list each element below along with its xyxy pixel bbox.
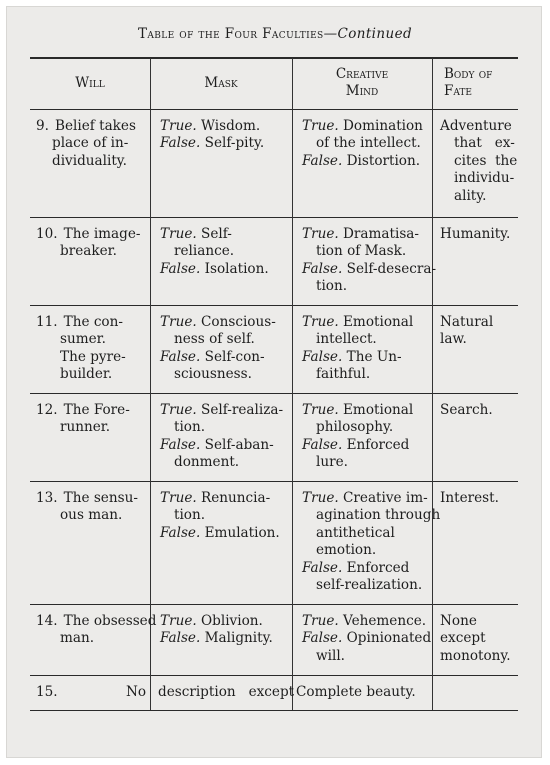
false-label: False. [160, 436, 201, 453]
will-line: ous man. [60, 507, 123, 524]
will-line: place of in- [52, 135, 129, 152]
true-label: True. [302, 118, 339, 134]
row-number: 10. [36, 226, 58, 242]
faculty-text: Self-desecra- [342, 260, 437, 277]
row-number: 11. [36, 314, 58, 330]
row-divider [30, 305, 518, 306]
faculty-text: Opinionated [342, 630, 432, 647]
header-mask [150, 75, 292, 92]
fate-line: Search. [440, 402, 493, 418]
true-label: True. [302, 402, 339, 418]
header-line: Mask [204, 75, 238, 91]
faculty-text: Conscious- [196, 314, 276, 330]
will-line: sumer. [60, 331, 106, 348]
faculty-text: tion of Mask. [316, 243, 407, 260]
faculty-text: sciousness. [174, 366, 252, 383]
will-line: man. [60, 630, 95, 647]
faculty-text: Malignity. [200, 630, 273, 647]
true-label: True. [302, 226, 339, 242]
fate-line: monotony. [440, 647, 511, 664]
row-9-creative-mind [302, 118, 432, 170]
faculty-text: faithful. [316, 366, 371, 383]
will-line: The pyre- [60, 348, 126, 365]
row-11-body-of-fate [440, 314, 522, 349]
header-bottom-rule [30, 109, 518, 110]
faculty-text: Vehemence. [338, 613, 427, 629]
will-line: The image- [63, 226, 141, 242]
column-divider [432, 58, 433, 710]
faculty-text: tion. [174, 419, 206, 436]
false-label: False. [160, 524, 201, 541]
fate-line: except [440, 630, 486, 647]
faculty-text: reliance. [174, 243, 235, 260]
row-15-number: 15. [36, 684, 58, 700]
faculty-text: Enforced [342, 559, 410, 576]
page-title [0, 26, 550, 42]
faculty-text: Emotional [338, 402, 414, 418]
faculty-text: Domination [338, 118, 423, 134]
table-bottom-rule [30, 710, 518, 711]
header-body-of-fate [436, 66, 518, 100]
false-label: False. [302, 630, 343, 647]
faculty-text: Enforced [342, 436, 410, 453]
faculty-text: Renuncia- [196, 490, 271, 506]
header-line: Mind [345, 83, 379, 99]
row-14-mask [160, 613, 292, 648]
header-creative-mind [292, 66, 432, 100]
fate-line: Interest. [440, 490, 499, 506]
row-15-mask: description except [158, 684, 295, 700]
faculty-text: Self-pity. [200, 135, 265, 152]
row-14-body-of-fate [440, 613, 522, 665]
row-divider [30, 481, 518, 482]
will-line: The sensu- [63, 490, 138, 506]
row-13-will [36, 490, 154, 525]
true-label: True. [302, 490, 339, 506]
row-number: 12. [36, 402, 58, 418]
fate-line: individu- [454, 170, 515, 187]
row-11-mask [160, 314, 292, 384]
true-label: True. [302, 314, 339, 330]
row-15-creative-mind: Complete beauty. [296, 684, 416, 700]
row-9-will [36, 118, 154, 170]
faculty-text: Distortion. [342, 152, 421, 169]
faculty-text: Creative im- [338, 490, 428, 506]
header-line: Will [75, 75, 105, 91]
row-14-creative-mind [302, 613, 432, 665]
fate-line: Adventure [440, 118, 512, 134]
faculty-text: Oblivion. [196, 613, 263, 629]
faculty-text: Self-realiza- [196, 402, 284, 418]
row-11-will [36, 314, 154, 384]
fate-line: that ex- [454, 135, 515, 152]
faculty-text: emotion. [316, 542, 377, 559]
faculty-text: Emotional [338, 314, 414, 330]
row-10-will [36, 226, 154, 261]
row-11-creative-mind [302, 314, 432, 384]
faculty-text: philosophy. [316, 419, 394, 436]
faculty-text: will. [316, 647, 345, 664]
row-14-will [36, 613, 157, 648]
faculty-text: donment. [174, 454, 240, 471]
faculty-text: Wisdom. [196, 118, 261, 134]
table-top-rule [30, 57, 518, 59]
row-12-body-of-fate [440, 402, 522, 419]
false-label: False. [160, 348, 201, 365]
faculty-text: tion. [174, 507, 206, 524]
true-label: True. [160, 613, 197, 629]
will-line: Belief takes [54, 118, 136, 134]
faculty-text: intellect. [316, 331, 377, 348]
row-divider [30, 675, 518, 676]
row-number: 14. [36, 613, 58, 629]
will-line: builder. [60, 366, 113, 383]
will-line: The obsessed [63, 613, 157, 629]
row-9-mask [160, 118, 292, 153]
false-label: False. [302, 559, 343, 576]
row-10-creative-mind [302, 226, 437, 296]
false-label: False. [302, 436, 343, 453]
false-label: False. [302, 260, 343, 277]
row-12-mask [160, 402, 292, 472]
row-divider [30, 217, 518, 218]
row-number: 9. [36, 118, 49, 134]
row-10-mask [160, 226, 292, 278]
header-line: Body of [444, 66, 493, 82]
fate-line: cites the [454, 152, 518, 169]
faculty-text: Self- [196, 226, 232, 242]
row-12-creative-mind [302, 402, 432, 472]
false-label: False. [302, 348, 343, 365]
faculty-text: ness of self. [174, 331, 255, 348]
faculty-text: Self-aban- [200, 436, 274, 453]
faculty-text: antithetical [316, 524, 395, 541]
row-15-will: No [126, 684, 147, 700]
fate-line: Humanity. [440, 226, 511, 242]
true-label: True. [160, 490, 197, 506]
false-label: False. [160, 135, 201, 152]
false-label: False. [160, 630, 201, 647]
header-line: Creative [335, 66, 389, 82]
row-13-creative-mind [302, 490, 441, 594]
false-label: False. [302, 152, 343, 169]
page-title-continued: —Continued [323, 26, 413, 42]
row-13-mask [160, 490, 292, 542]
true-label: True. [302, 613, 339, 629]
row-number: 13. [36, 490, 58, 506]
will-line: breaker. [60, 243, 117, 260]
faculty-text: Dramatisa- [338, 226, 419, 242]
true-label: True. [160, 402, 197, 418]
row-13-body-of-fate [440, 490, 522, 507]
fate-line: None [440, 613, 477, 629]
will-line: runner. [60, 419, 111, 436]
page-title-main: Table of the Four Faculties [137, 26, 324, 42]
header-will [30, 75, 150, 92]
row-divider [30, 604, 518, 605]
fate-line: Natural [440, 314, 494, 330]
row-12-will [36, 402, 154, 437]
true-label: True. [160, 314, 197, 330]
faculty-text: Self-con- [200, 348, 265, 365]
fate-line: ality. [454, 187, 487, 204]
true-label: True. [160, 226, 197, 242]
faculty-text: of the intellect. [316, 135, 421, 152]
faculty-text: lure. [316, 454, 348, 471]
row-divider [30, 393, 518, 394]
fate-line: law. [440, 331, 467, 348]
will-line: The con- [63, 314, 123, 330]
faculty-text: self-realization. [316, 577, 423, 594]
header-line: Fate [444, 83, 472, 99]
faculty-text: agination through [316, 507, 441, 524]
false-label: False. [160, 260, 201, 277]
faculty-text: The Un- [342, 348, 402, 365]
row-10-body-of-fate [440, 226, 522, 243]
will-line: dividuality. [52, 152, 127, 169]
faculty-text: Isolation. [200, 260, 269, 277]
will-line: The Fore- [63, 402, 130, 418]
column-divider [292, 58, 293, 710]
row-9-body-of-fate [440, 118, 522, 205]
faculty-text: tion. [316, 278, 348, 295]
true-label: True. [160, 118, 197, 134]
faculty-text: Emulation. [200, 524, 280, 541]
